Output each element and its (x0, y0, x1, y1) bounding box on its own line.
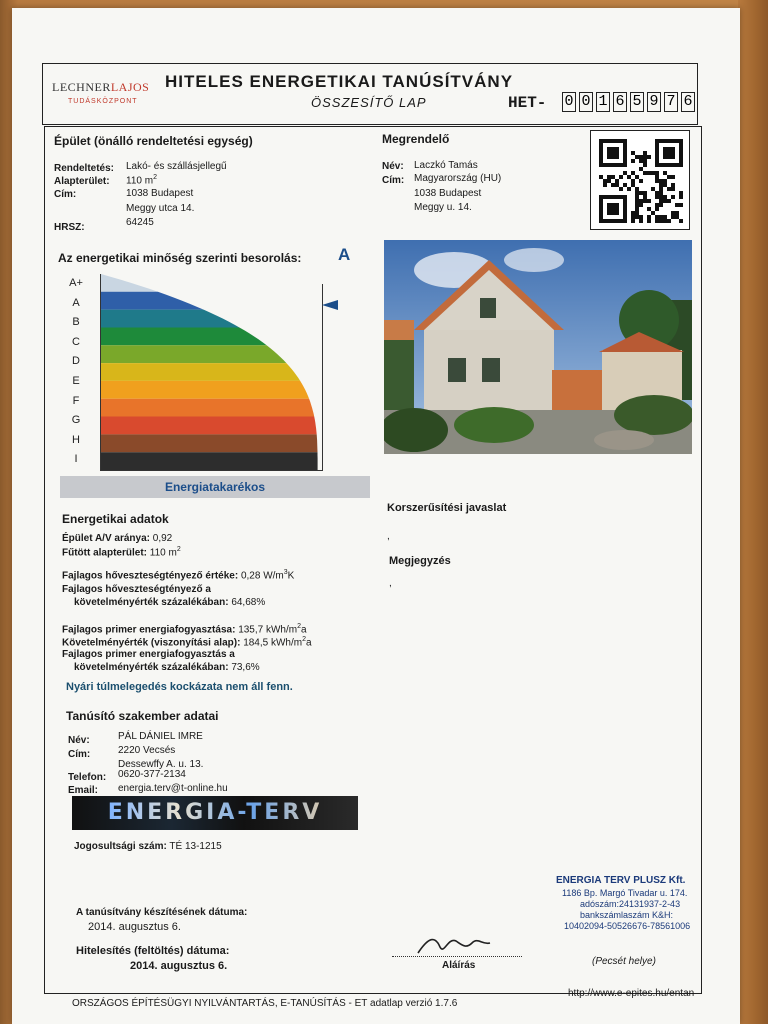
qr-module (679, 219, 683, 223)
het-digit: 7 (664, 92, 678, 112)
client-name-value: Laczkó Tamás (414, 160, 478, 171)
expert-address-line1: 2220 Vecsés (118, 745, 176, 756)
rating-banner: Energiatakarékos (60, 476, 370, 498)
heated-row (62, 546, 181, 558)
qr-module (671, 175, 675, 179)
qr-module (679, 195, 683, 199)
qr-module (667, 199, 671, 203)
classification-grade: A (338, 245, 351, 264)
energy-band (101, 345, 286, 363)
primary-pct-label1: Fajlagos primer energiafogyasztás a (62, 649, 235, 660)
client-address-line2: 1038 Budapest (414, 188, 482, 199)
qr-module (619, 187, 623, 191)
building-heading: Épület (önálló rendeltetési egység) (54, 134, 253, 148)
address-line1: 1038 Budapest (126, 188, 194, 199)
qr-module (631, 219, 635, 223)
het-digit: 9 (647, 92, 661, 112)
client-address-label: Cím: (382, 175, 405, 186)
client-address-line1: Magyarország (HU) (414, 173, 502, 184)
energy-band (101, 274, 158, 292)
building-photo (384, 240, 692, 454)
req-unit: a (306, 637, 312, 649)
client-heading: Megrendelő (382, 132, 450, 146)
qr-code (590, 130, 690, 230)
heated-sup: 2 (176, 546, 181, 553)
stamp-company: ENERGIA TERV PLUSZ Kft. (556, 875, 686, 886)
qr-module (679, 203, 683, 207)
logo-name-b: LAJOS (110, 80, 150, 94)
heatloss-pct-label1: Fajlagos hőveszteségtényező a (62, 584, 211, 595)
stamp-place-label: (Pecsét helye) (592, 956, 656, 967)
issued-label: A tanúsítvány készítésének dátuma: (76, 907, 248, 918)
qr-module (643, 163, 647, 167)
qr-module (631, 159, 635, 163)
qr-module (671, 187, 675, 191)
qr-module (655, 207, 659, 211)
expert-email-label: Email: (68, 785, 99, 796)
qr-module (623, 163, 627, 167)
qr-module (647, 219, 651, 223)
client-name-label: Név: (382, 161, 404, 172)
page-subtitle: ÖSSZESÍTŐ LAP (311, 95, 427, 110)
qr-module (615, 155, 619, 159)
expert-email-value: energia.terv@t-online.hu (118, 783, 228, 794)
qr-module (679, 163, 683, 167)
qr-module (671, 155, 675, 159)
energy-band (101, 310, 239, 328)
hrsz-value: 64245 (126, 217, 154, 228)
improvement-value: , (387, 531, 390, 542)
issued-value: 2014. augusztus 6. (88, 921, 181, 933)
heatloss-row (62, 569, 294, 581)
req-sup: 2 (302, 636, 307, 643)
footer-left: ORSZÁGOS ÉPÍTÉSÜGYI NYILVÁNTARTÁS, E-TANÚSÍTÁS - ET adatlap verzió 1.7.6 (72, 998, 458, 1009)
expert-phone-value: 0620-377-2134 (118, 769, 186, 780)
energy-band (101, 292, 204, 310)
het-digit: 1 (596, 92, 610, 112)
heatloss-label: Fajlagos hőveszteségtényező értéke: (62, 570, 239, 582)
purpose-label: Rendeltetés: (54, 163, 115, 174)
grade-marker-icon (322, 300, 338, 310)
energy-band (101, 417, 317, 435)
logo-subtitle: TUDÁSKÖZPONT (68, 98, 138, 105)
area-value-text: 110 m (126, 175, 154, 187)
scale-letter: I (74, 453, 78, 466)
heatloss-pct-value: 64,68% (231, 597, 266, 608)
scale-letter: G (71, 414, 81, 427)
energy-band (101, 434, 318, 452)
het-digit: 0 (579, 92, 593, 112)
auth-value: 2014. augusztus 6. (130, 960, 228, 972)
qr-module (639, 179, 643, 183)
qr-module (639, 203, 643, 207)
qr-module (627, 187, 631, 191)
energy-curve (60, 274, 330, 470)
area-value (126, 174, 157, 186)
het-number (562, 92, 698, 114)
summer-note: Nyári túlmelegedés kockázata nem áll fenn. (66, 681, 293, 693)
qr-module (659, 203, 663, 207)
het-digit: 0 (562, 92, 576, 112)
scale-letter: A+ (69, 277, 83, 289)
req-row (62, 636, 312, 648)
address-label: Cím: (54, 189, 77, 200)
qr-module (623, 219, 627, 223)
het-label: HET- (508, 94, 547, 112)
stamp-line3: bankszámlaszám K&H: (580, 910, 674, 920)
energia-terv-logo (72, 796, 358, 830)
logo-name-a: LECHNER (52, 80, 111, 94)
energy-band (101, 399, 314, 417)
scale-letter: F (72, 394, 80, 407)
qr-module (671, 195, 675, 199)
area-label: Alapterület: (54, 176, 110, 187)
scale-letter: B (72, 316, 80, 329)
qr-module (639, 219, 643, 223)
address-line2: Meggy utca 14. (126, 203, 195, 214)
heatloss-sup: 3 (283, 569, 288, 576)
footer-right: http://www.e-epites.hu/entan (568, 988, 695, 999)
qr-module (615, 211, 619, 215)
lechner-logo (52, 80, 149, 95)
certificate-page (12, 8, 740, 1024)
expert-address-label: Cím: (68, 749, 91, 760)
expert-name-value: PÁL DÁNIEL IMRE (118, 731, 203, 742)
expert-address-line2: Dessewffy A. u. 13. (118, 759, 204, 770)
stamp-line1: 1186 Bp. Margó Tivadar u. 174. (562, 888, 688, 898)
qr-module (619, 175, 623, 179)
heated-label: Fűtött alapterület: (62, 547, 147, 559)
scale-letter: D (72, 355, 80, 368)
het-digit: 5 (630, 92, 644, 112)
primary-unit: a (301, 624, 307, 636)
scale-letter: H (72, 433, 80, 446)
remark-heading: Megjegyzés (389, 555, 451, 567)
primary-sup: 2 (297, 623, 302, 630)
energy-band (101, 328, 267, 346)
signature-icon (412, 923, 502, 963)
av-row (62, 533, 172, 544)
av-value: 0,92 (152, 533, 173, 544)
req-value: 184,5 kWh/m (243, 637, 303, 649)
req-label: Követelményérték (viszonyítási alap): (62, 637, 241, 649)
heatloss-unit: K (287, 570, 295, 582)
energia-terv-logo-text: ENERGIA-TERV (107, 800, 323, 825)
het-digit: 6 (681, 92, 695, 112)
wood-background-right (738, 0, 768, 1024)
expert-name-label: Név: (68, 735, 90, 746)
primary-pct-label2: követelményérték százalékában: (74, 662, 229, 673)
energy-band (101, 381, 309, 399)
primary-pct-value: 73,6% (231, 662, 260, 673)
remark-value: , (389, 578, 392, 589)
auth-label: Hitelesítés (feltöltés) dátuma: (76, 945, 230, 957)
area-sup: 2 (153, 174, 157, 181)
client-address-line3: Meggy u. 14. (414, 202, 472, 213)
primary-label: Fajlagos primer energiafogyasztása: (62, 624, 236, 636)
energy-band (101, 363, 300, 381)
purpose-value: Lakó- és szállásjellegű (126, 161, 227, 172)
expert-heading: Tanúsító szakember adatai (66, 709, 219, 723)
energy-heading: Energetikai adatok (62, 512, 169, 526)
stamp-line4: 10402094-50526676-78561006 (564, 921, 691, 931)
qr-module (667, 219, 671, 223)
signature-line (392, 956, 522, 957)
license-label: Jogosultsági szám: (74, 841, 167, 852)
primary-value: 135,7 kWh/m (238, 624, 298, 636)
scale-letter: C (72, 335, 80, 348)
energy-band (101, 452, 318, 470)
license-row (74, 841, 222, 852)
signature-label: Aláírás (442, 960, 476, 971)
heatloss-pct-label2: követelményérték százalékában: (74, 597, 229, 608)
het-digit: 6 (613, 92, 627, 112)
qr-module (603, 183, 607, 187)
energy-scale-chart (60, 274, 330, 470)
qr-module (647, 155, 651, 159)
expert-phone-label: Telefon: (68, 772, 107, 783)
hrsz-label: HRSZ: (54, 222, 85, 233)
av-label: Épület A/V aránya: (62, 533, 150, 544)
primary-row (62, 623, 307, 635)
page-title: HITELES ENERGETIKAI TANÚSÍTVÁNY (165, 72, 514, 91)
primary-pct-row (74, 662, 260, 673)
license-value: TÉ 13-1215 (169, 841, 222, 852)
scale-letter: E (72, 375, 80, 387)
improvement-heading: Korszerűsítési javaslat (387, 502, 507, 514)
heatloss-pct-row (74, 597, 265, 608)
classification-heading: Az energetikai minőség szerinti besorolás: (58, 251, 302, 265)
stamp-line2: adószám:24131937-2-43 (580, 899, 681, 909)
scale-letter: A (72, 296, 80, 309)
qr-module (647, 199, 651, 203)
heatloss-value: 0,28 W/m (240, 570, 284, 582)
heated-value: 110 m (149, 547, 177, 559)
